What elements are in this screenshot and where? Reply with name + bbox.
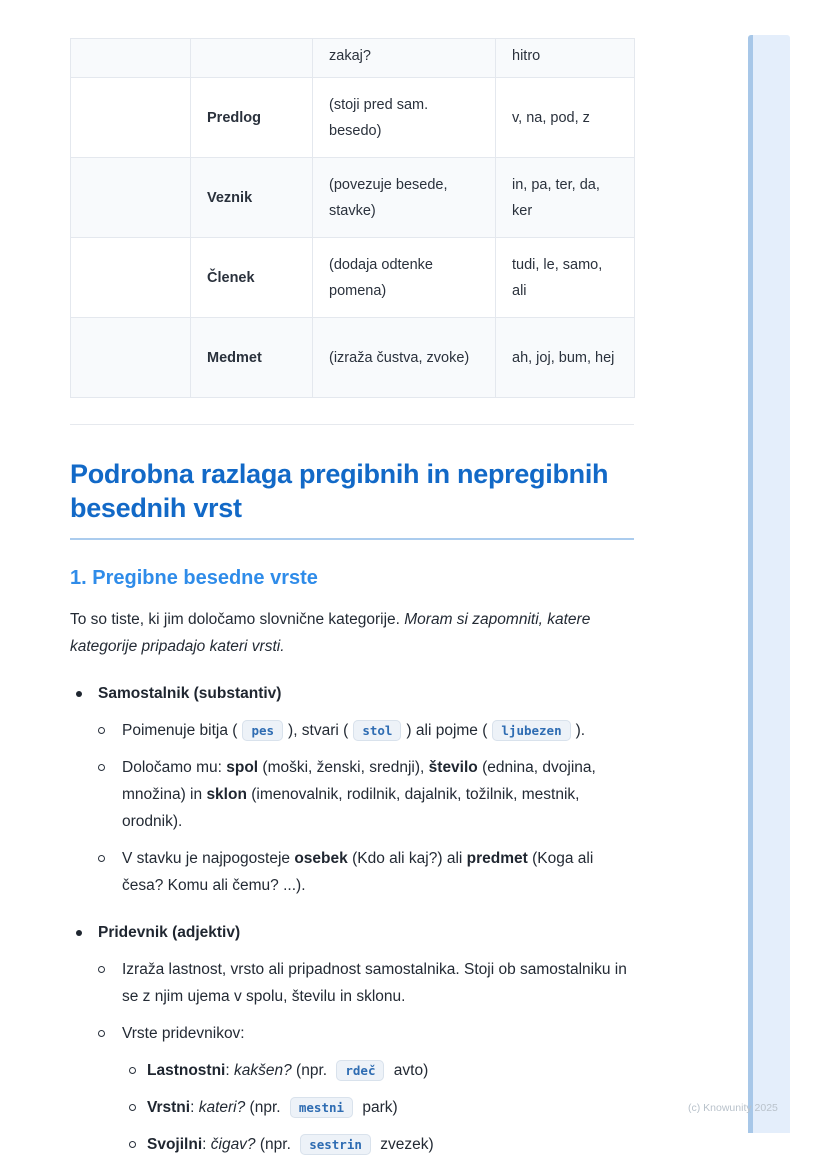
text-segment: Lastnostni [147, 1062, 226, 1079]
intro-paragraph [70, 606, 634, 660]
text-segment: predmet [466, 850, 528, 867]
text-segment: (Koga ali česa? Komu ali čemu? ...). [122, 850, 594, 894]
text-segment: zvezek) [375, 1136, 434, 1153]
table-cell [71, 78, 191, 158]
text-segment: avto) [389, 1062, 429, 1079]
text-segment: : [225, 1062, 234, 1079]
table-row [71, 238, 635, 318]
topic-list [70, 680, 634, 1158]
list-item-text [122, 754, 634, 835]
list-item [98, 956, 634, 1010]
section-divider [70, 424, 634, 425]
text-segment: Svojilni [147, 1136, 203, 1153]
bullet-disc-icon [76, 680, 98, 697]
text-segment: (npr. [291, 1062, 332, 1079]
table-cell [71, 158, 191, 238]
text-segment: Pridevnik (adjektiv) [98, 924, 241, 941]
list-item-text [122, 1020, 634, 1047]
text-segment: spol [226, 759, 259, 776]
table-cell: Veznik [191, 158, 313, 238]
list-item-text [147, 1131, 634, 1158]
text-segment: Samostalnik (substantiv) [98, 685, 282, 702]
table-cell: v, na, pod, z [496, 78, 635, 158]
table-cell: (stoji pred sam. besedo) [313, 78, 496, 158]
list-item [76, 680, 634, 707]
table-cell: (povezuje besede, stavke) [313, 158, 496, 238]
text-segment: (npr. [245, 1099, 285, 1116]
code-chip: sestrin [300, 1134, 371, 1155]
bullet-circle-icon [129, 1131, 147, 1148]
page-title: Podrobna razlaga pregibnih in nepregibnih besednih vrst [70, 457, 634, 540]
code-chip: mestni [290, 1097, 353, 1118]
text-segment: čigav? [210, 1136, 256, 1153]
code-chip: rdeč [336, 1060, 384, 1081]
code-chip: stol [353, 720, 401, 741]
text-segment: ), stvari ( [288, 722, 349, 739]
table-cell: Predlog [191, 78, 313, 158]
list-item [98, 717, 634, 744]
table-row [71, 318, 635, 398]
table-row [71, 78, 635, 158]
bullet-circle-icon [129, 1094, 147, 1111]
table-cell: Členek [191, 238, 313, 318]
table-cell: in, pa, ter, da, ker [496, 158, 635, 238]
text-segment: Moram si zapomniti, katere kategorije pripadajo kateri vrsti. [70, 611, 591, 655]
text-segment: (Kdo ali kaj?) ali [347, 850, 467, 867]
bullet-circle-icon [98, 754, 122, 771]
table-cell: ah, joj, bum, hej [496, 318, 635, 398]
text-segment: ). [575, 722, 586, 739]
text-segment: To so tiste, ki jim določamo slovnične kategorije. [70, 611, 405, 628]
text-segment: sklon [206, 786, 247, 803]
table-row [71, 158, 635, 238]
text-segment: : [190, 1099, 199, 1116]
copyright-watermark: (c) Knowunity 2025 [688, 1102, 778, 1114]
text-segment: Vrstni [147, 1099, 191, 1116]
bullet-circle-icon [98, 1020, 122, 1037]
text-segment: ) ali pojme ( [406, 722, 488, 739]
text-segment: Poimenuje bitja ( [122, 722, 238, 739]
list-item [98, 845, 634, 899]
list-item-text [122, 717, 634, 744]
document-content [70, 0, 634, 1158]
code-chip: ljubezen [492, 720, 570, 741]
list-item [129, 1094, 634, 1121]
text-segment: (moški, ženski, srednji), [258, 759, 429, 776]
text-segment: Izraža lastnost, vrsto ali pripadnost samostalnika. Stoji ob samostalniku in se z njim ujema v spolu, številu in sklonu. [122, 961, 627, 1005]
table-cell: (dodaja odtenke pomena) [313, 238, 496, 318]
list-item [129, 1057, 634, 1084]
list-item-text [147, 1057, 634, 1084]
list-item [129, 1131, 634, 1158]
table-cell: (izraža čustva, zvoke) [313, 318, 496, 398]
list-item-text [122, 845, 634, 899]
text-segment: kakšen? [234, 1062, 292, 1079]
text-segment: kateri? [198, 1099, 246, 1116]
table-cell: Medmet [191, 318, 313, 398]
text-segment: : [202, 1136, 211, 1153]
bullet-circle-icon [98, 717, 122, 734]
scrollbar[interactable] [748, 35, 790, 1133]
bullet-circle-icon [129, 1057, 147, 1074]
table-cell [71, 238, 191, 318]
table-cell [71, 39, 191, 78]
bullet-circle-icon [98, 956, 122, 973]
table-cell: hitro [496, 39, 635, 78]
list-item [98, 754, 634, 835]
list-item-text [147, 1094, 634, 1121]
list-item-text [98, 919, 634, 946]
bullet-circle-icon [98, 845, 122, 862]
text-segment: osebek [294, 850, 348, 867]
list-item-text [98, 680, 634, 707]
list-item-text [122, 956, 634, 1010]
table-cell: zakaj? [313, 39, 496, 78]
table-cell [191, 39, 313, 78]
list-item [98, 1020, 634, 1047]
table-row [71, 39, 635, 78]
text-segment: Vrste pridevnikov: [122, 1025, 245, 1042]
word-types-table [70, 38, 635, 398]
text-segment: V stavku je najpogosteje [122, 850, 295, 867]
text-segment: Določamo mu: [122, 759, 227, 776]
text-segment: park) [358, 1099, 398, 1116]
table-cell [71, 318, 191, 398]
text-segment: (ednina, dvojina, množina) in [122, 759, 596, 803]
list-item [76, 919, 634, 946]
bullet-disc-icon [76, 919, 98, 936]
section-title: 1. Pregibne besedne vrste [70, 567, 318, 589]
text-segment: (imenovalnik, rodilnik, dajalnik, tožilnik, mestnik, orodnik). [122, 786, 580, 830]
text-segment: (npr. [255, 1136, 296, 1153]
text-segment: število [428, 759, 478, 776]
code-chip: pes [242, 720, 283, 741]
table-cell: tudi, le, samo, ali [496, 238, 635, 318]
